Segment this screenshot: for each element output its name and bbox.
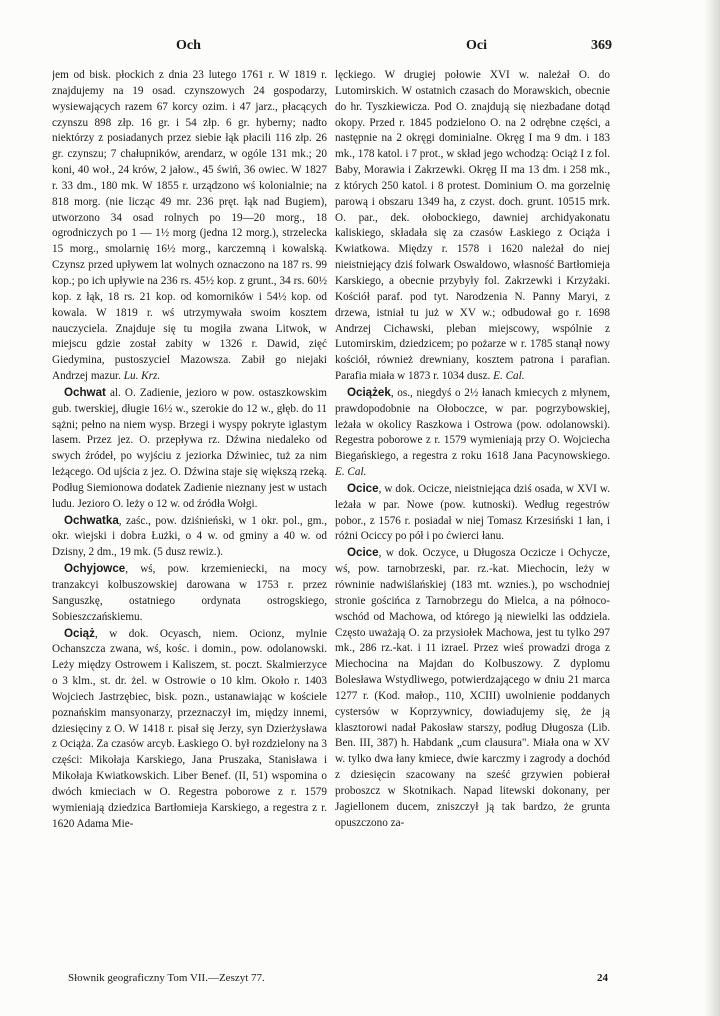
entry-headword: Ociąż xyxy=(64,626,95,640)
entry-headword: Ochwatka xyxy=(64,513,119,527)
left-running-headword: Och xyxy=(176,38,201,53)
entry-headword: Ochyjowce xyxy=(64,562,126,576)
entry-text: wś, pow. krzemieniecki, na mocy tranzakcyi kolbuszowskiej darowana w 1753 r. przez Sanguszkę, ostatniego ordynata ostrogskiego, Sobieszczańskiemu. xyxy=(52,563,327,623)
entry-text: zaśc., pow. dziśnieński, w 1 okr. pol., gm., okr. wiejski i dobra Łużki, o 4 w. od gminy a 40 w. od Dzisny, 2 dm., 19 mk. (5 dusz rewiz.). xyxy=(52,514,327,559)
entry xyxy=(52,385,327,513)
entry-text: w dok. Oczyce, u Długosza Oczicze i Ochycze, wś, pow. tarnobrzeski, par. rz.-kat. Miechocin, leży w równinie nadwiślańskiej (183 mt. wznies.), po wschodniej stronie gościńca z Tarnobrzegu do Mielca, a na północo-wschód od Machowa, od którego ją niewielki las oddziela. Często uważają O. za przysiołek Machowa, jest tu tylko 297 mk., 286 rz.-kat. i 11 izrael. Przez wieś prowadzi droga z Miechocina na Majdan do Kolbuszowy. Z dyplomu Bolesława Wstydliwego, potwierdzającego w dniu 21 marca 1277 r. (Kod. małop., 110, XCIII) uwolnienie poddanych cystersów w Koprzywnicy, dowiadujemy się, że ją klasztorowi nadał Pakosław starszy, podług Długosza (Lib. Ben. III, 387) h. Habdank „cum clausura". Miała ona w XV w. tylko dwa łany kmiece, dwie karczmy i zagrody a dochód z dziesięcin szacowany na sześć grzywien pobierał proboszcz w Skotnikach. Napad litewski dokonany, per Jagiellonem ducem, zniszczył ją tak bardzo, że grunta opuszczono za- xyxy=(335,547,610,829)
entry: Ochyjowce, wś, pow. krzemieniecki, na mocy tranzakcyi kolbuszowskiej darowana w 1753 r. przez Sanguszkę, ostatniego ordynata ostrogskiego, Sobieszczańskiemu. xyxy=(52,562,327,623)
entry-headword: Ochwat xyxy=(64,385,106,399)
sheet-signature-number: 24 xyxy=(597,972,608,984)
entry-text: al. O. Zadienie, jezioro w pow. ostaszkowskim gub. twerskiej, długie 16½ w., szerokie do 12 w., głęb. do 11 sążni; pełno na niem wysp. Brzegi i wyspy pokryte iglastym lasem. Przez jez. O. przepływa rz. Dźwina niedaleko od swych źródeł, po wyjściu z jeziorka Dźwiniec, tuż za nim leżącego. Od ujścia z jez. O. Dźwina staje się większą rzeką. Podług Siemionowa dodatek Zadienie nieznany jest w ustach ludu. Jezioro O. leży o 12 w. od źródła Wołgi. xyxy=(52,386,327,510)
entry-headword: Ocice xyxy=(347,481,379,495)
entry: Ocice, w dok. Ocicze, nieistniejąca dziś osada, w XVI w. leżała w par. Nowe (pow. kutnoski). Według regestrów pobor., z 1576 r. posiadał w niej Tomasz Krzesiński 1 łan, i różni Ociccy po pół i po ćwierci łanu. xyxy=(335,481,610,543)
entry-signature: Lu. Krz. xyxy=(123,370,161,383)
entry-headword: Ocice xyxy=(347,546,379,560)
page-edge-shadow xyxy=(704,0,720,1016)
entry xyxy=(52,68,327,385)
entry-headword: Ociążek xyxy=(347,385,391,399)
entry-text: jem od bisk. płockich z dnia 23 lutego 1761 r. W 1819 r. znajdujemy na 19 osad. czynszowych 24 gospodarzy, wysiewających razem 67 korcy ozim. i 47 jarz., płacących czynszu 898 złp. 16 gr. i 54 złp. 6 gr. hyberny; nadto niektórzy z posiadanych przez siebie łąk płacili 116 złp. 26 gr. czynszu; 7 chałupników, arendarz, w ogóle 131 mk.; 20 koni, 40 woł., 24 krów, 2 jałow., 45 świń, 36 owiec. W 1827 r. 33 dm., 180 mk. W 1855 r. urządzono wś kolonialnie; na 818 morg. (nie licząc 49 mr. 236 pręt. łąk nad Bugiem), utworzono 34 osad rolnych po 19—20 morg., 18 ogrodniczych po 1 — 1½ morg (jedna 12 morg.), strzelecka 15 morg., smolarnię 16½ morg., karczemną i kowalską. Czynsz przed upływem lat wolnych oznaczono na 187 rs. 99 kop.; po ich upływie na 236 rs. 45½ kop. z grunt., 34 rs. 60½ kop. z łąk, 18 rs. 21 kop. od komorników i 54½ kop. od kowala. W 1819 r. wś utrzymywała swoim kosztem nauczyciela. Znajduje się tu mogiła zwana Litwok, w miejscu gdzie został zabity w 1326 r. Dawid, zięć Giedymina, pustoszyciel Mazowsza. Zabił go niejaki Andrzej mazur. xyxy=(52,69,327,383)
entry xyxy=(335,68,610,385)
entry-text: os., niegdyś o 2½ łanach kmiecych z młynem, prawdopodobnie na Ołoboczce, w par. pogrzybowskiej, leżała w okolicy Raszkowa i Ostrowa (pow. odolanowski). Regestra poborowe z r. 1579 wymieniają przy O. Wojciecha Biegańskiego, a regestra z roku 1618 Jana Pacynowskiego. xyxy=(335,386,610,463)
entry: Ocice, w dok. Oczyce, u Długosza Oczicze i Ochycze, wś, pow. tarnobrzeski, par. rz.-kat. Miechocin, leży w równinie nadwiślańskiej (183 mt. wznies.), po wschodniej stronie gościńca z Tarnobrzegu do Mielca, a na północo-wschód od Machowa, od którego ją niewielki las oddziela. Często uważają O. za przysiołek Machowa, jest tu tylko 297 mk., 286 rz.-kat. i 11 izrael. Przez wieś prowadzi droga z Miechocina na Majdan do Kolbuszowy. Z dyplomu Bolesława Wstydliwego, potwierdzającego w dniu 21 marca 1277 r. (Kod. małop., 110, XCIII) uwolnienie poddanych cystersów w Koprzywnicy, dowiadujemy się, że ją klasztorowi nadał Pakosław starszy, podług Długosza (Lib. Ben. III, 387) h. Habdank „cum clausura". Miała ona w XV w. tylko dwa łany kmiece, dwie karczmy i zagrody a dochód z dziesięcin szacowany na sześć grzywien pobierał proboszcz w Skotnikach. Napad litewski dokonany, per Jagiellonem ducem, zniszczył ją tak bardzo, że grunta opuszczono za- xyxy=(335,546,610,829)
right-running-headword: Oci xyxy=(466,38,487,53)
footer-publication-line: Słownik geograficzny Tom VII.—Zeszyt 77. xyxy=(68,972,265,984)
entry: Ociąż, w dok. Ocyasch, niem. Ocionz, mylnie Ochanszcza zwana, wś, kośc. i domin., pow. odolanowski. Leży między Ostrowem i Kaliszem, st. poczt. Skalmierzyce o 3 klm., st. dr. żel. w Ostrowie o 10 klm. Około r. 1403 Wojciech Jastrzębiec, bisk. pozn., ustanawiając w kościele poznańskim mansyonarzy, przeznaczył im, między innemi, dziesięciny z O. W 1418 r. pisał się Jerzy, syn Dzierżysława z Ociąża. Za czasów arcyb. Łaskiego O. był rozdzielony na 3 części: Mikołaja Karskiego, Jana Pruszaka, Stanisława i Mikołaja Kwiatkowskich. Liber Benef. (II, 51) wspomina o dwóch kmieciach w O. Regestra poborowe z r. 1579 wymieniają dziedzica Bartłomieja Karskiego, a regestra z r. 1620 Adama Mie- xyxy=(52,626,327,830)
entry-signature: E. Cal. xyxy=(493,370,525,383)
entry-text: w dok. Ocyasch, niem. Ocionz, mylnie Ochanszcza zwana, wś, kośc. i domin., pow. odolanowski. Leży między Ostrowem i Kaliszem, st. poczt. Skalmierzyce o 3 klm., st. dr. żel. w Ostrowie o 10 klm. Około r. 1403 Wojciech Jastrzębiec, bisk. pozn., ustanawiając w kościele poznańskim mansyonarzy, przeznaczył im, między innemi, dziesięciny z O. W 1418 r. pisał się Jerzy, syn Dzierżysława z Ociąża. Za czasów arcyb. Łaskiego O. był rozdzielony na 3 części: Mikołaja Karskiego, Jana Pruszaka, Stanisława i Mikołaja Kwiatkowskich. Liber Benef. (II, 51) wspomina o dwóch kmieciach w O. Regestra poborowe z r. 1579 wymieniają dziedzica Bartłomieja Karskiego, a regestra z r. 1620 Adama Mie- xyxy=(52,627,327,830)
entry-text: lęckiego. W drugiej połowie XVI w. należał O. do Lutomirskich. W ostatnich czasach do Morawskich, obecnie do hr. Tyszkiewicza. Pod O. znajdują się niezbadane dotąd okopy. Przed r. 1845 podzielono O. na 2 odrębne części, a następnie na 2 okręgi dominialne. Okręg I ma 9 dm. i 183 mk., 178 katol. i 7 prot., w skład jego wchodzą: Ociąż I z fol. Baby, Morawia i Zakrzewki. Okręg II ma 13 dm. i 258 mk., z których 250 katol. i 8 protest. Dominium O. ma gorzelnię parową i obszaru 1349 ha, z czyst. doch. grunt. 10515 mrk. O. par., dek. ołobockiego, dawniej archidyakonatu kaliskiego, składała się za czasów Łaskiego z Ociąża i Kwiatkowa. Między r. 1578 i 1620 należał do niej nieistniejący dziś folwark Oswaldowo, własność Bartłomieja Karskiego, a obecnie przybyły fol. Zakrzewki i Krzyżaki. Kościół paraf. pod tyt. Narodzenia N. Panny Maryi, z drzewa, istniał tu już w XV w.; odbudował go r. 1698 Andrzej Cichawski, pleban miejscowy, wspólnie z Lutomirskim, dziedzicem; po pożarze w r. 1785 stanął nowy kościół, również drewniany, kosztem patrona i parafian. Parafia miała w 1873 r. 1034 dusz. xyxy=(335,69,610,383)
entry: Ochwatka, zaśc., pow. dziśnieński, w 1 okr. pol., gm., okr. wiejski i dobra Łużki, o 4 w. od gminy a 40 w. od Dzisny, 2 dm., 19 mk. (5 dusz rewiz.). xyxy=(52,513,327,559)
right-column xyxy=(335,68,610,968)
running-header xyxy=(52,38,612,58)
left-column xyxy=(52,68,327,968)
entry: Ociążek, os., niegdyś o 2½ łanach kmiecych z młynem, prawdopodobnie na Ołoboczce, w par. pogrzybowskiej, leżała w okolicy Raszkowa i Ostrowa (pow. odolanowski). Regestra poborowe z r. 1579 wymieniają przy O. Wojciecha Biegańskiego, a regestra z roku 1618 Jana Pacynowskiego. E. Cal. xyxy=(335,385,610,479)
page-footer xyxy=(68,972,608,990)
page-number: 369 xyxy=(591,38,612,53)
entry-signature: E. Cal. xyxy=(335,466,367,479)
entry-text: w dok. Ocicze, nieistniejąca dziś osada, w XVI w. leżała w par. Nowe (pow. kutnoski). Według regestrów pobor., z 1576 r. posiadał w niej Tomasz Krzesiński 1 łan, i różni Ociccy po pół i po ćwierci łanu. xyxy=(335,482,610,543)
